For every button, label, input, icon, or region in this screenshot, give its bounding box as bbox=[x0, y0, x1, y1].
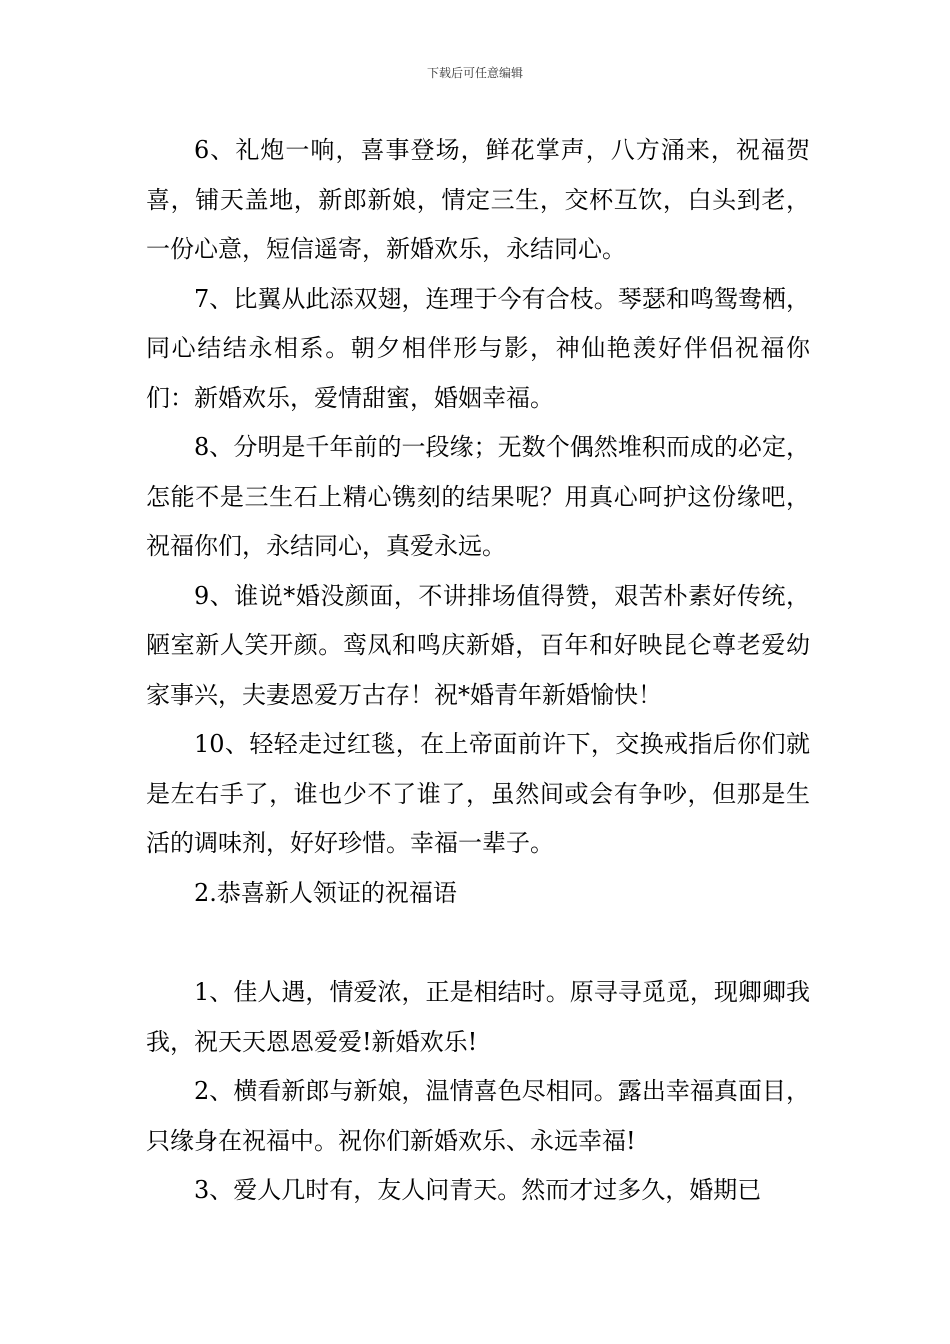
paragraph-1: 1、佳人遇，情爱浓，正是相结时。原寻寻觅觅，现卿卿我我，祝天天恩恩爱爱!新婚欢乐! bbox=[146, 978, 810, 1056]
paragraph-9: 9、谁说*婚没颜面，不讲排场值得赞，艰苦朴素好传统，陋室新人笑开颜。鸾凤和鸣庆新婚，百年和好映昆仑尊老爱幼家事兴，夫妻恩爱万古存！祝*婚青年新婚愉快！ bbox=[146, 581, 810, 709]
paragraph-3: 3、爱人几时有，友人问青天。然而才过多久，婚期已 bbox=[194, 1176, 762, 1204]
paragraph-2: 2、横看新郎与新娘，温情喜色尽相同。露出幸福真面目，只缘身在祝福中。祝你们新婚欢乐、永远幸福! bbox=[146, 1077, 810, 1155]
section-heading: 2.恭喜新人领证的祝福语 bbox=[194, 878, 457, 907]
paragraph-6: 6、礼炮一响，喜事登场，鲜花掌声，八方涌来，祝福贺喜，铺天盖地，新郎新娘，情定三生，交杯互饮，白头到老，一份心意，短信遥寄，新婚欢乐，永结同心。 bbox=[146, 136, 810, 263]
paragraph-8: 8、分明是千年前的一段缘；无数个偶然堆积而成的必定，怎能不是三生石上精心镌刻的结果呢？用真心呵护这份缘吧，祝福你们，永结同心，真爱永远。 bbox=[146, 433, 810, 560]
paragraph-10: 10、轻轻走过红毯，在上帝面前许下，交换戒指后你们就是左右手了，谁也少不了谁了，虽然间或会有争吵，但那是生活的调味剂，好好珍惜。幸福一辈子。 bbox=[146, 730, 810, 857]
paragraph-7: 7、比翼从此添双翅，连理于今有合枝。琴瑟和鸣鸳鸯栖，同心结结永相系。朝夕相伴形与影，神仙艳羡好伴侣祝福你们：新婚欢乐，爱情甜蜜，婚姻幸福。 bbox=[146, 284, 810, 412]
header-note: 下载后可任意编辑 bbox=[426, 66, 523, 80]
section-spacer bbox=[146, 918, 810, 968]
document-body bbox=[146, 126, 810, 1216]
